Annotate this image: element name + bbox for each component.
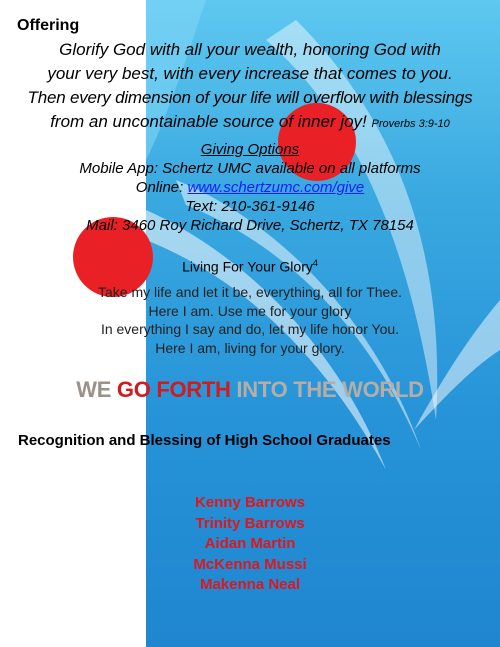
scripture-line: from an uncontainable source of inner joy! <box>50 112 367 131</box>
graduate-name: McKenna Mussi <box>193 555 307 573</box>
giving-mobile-app: Mobile App: Schertz UMC available on all platforms <box>79 160 421 177</box>
online-label: Online: <box>135 179 184 196</box>
giving-link[interactable]: www.schertzumc.com/give <box>187 179 365 196</box>
graduate-name: Trinity Barrows <box>195 514 305 532</box>
graduate-name: Aidan Martin <box>204 535 296 552</box>
song-title: Living For Your Glory$^4$ <box>182 258 318 275</box>
song-line: Here I am, living for your glory. <box>155 339 345 356</box>
giving-online <box>0 178 500 197</box>
giving-mail: Mail: 3460 Roy Richard Drive, Schertz, TX 78154 <box>86 217 414 234</box>
song-line: In everything I say and do, let my life honor You. <box>100 321 400 337</box>
recognition-heading: Recognition and Blessing of High School Graduates <box>18 432 391 449</box>
sending-heading: WE GO FORTH INTO THE WORLD <box>76 377 424 402</box>
scripture-line: Glorify God with all your wealth, honoring God with <box>59 40 441 59</box>
song-line: Here I am. Use me for your glory <box>148 302 352 319</box>
scripture-line: your very best, with every increase that comes to you. <box>47 64 453 83</box>
graduate-name: Kenny Barrows <box>194 494 306 511</box>
scripture-line: Then every dimension of your life will overflow with blessings <box>27 88 473 107</box>
giving-text: Text: 210-361-9146 <box>185 198 315 215</box>
footnote-marker: 4 <box>312 258 318 268</box>
song-line: Take my life and let it be, everything, all for Thee. <box>97 284 402 300</box>
scripture-reference: Proverbs 3:9-10 <box>371 118 450 130</box>
scripture-line-with-reference <box>0 110 500 136</box>
graduate-name: Makenna Neal <box>199 576 301 593</box>
giving-options-heading: Giving Options <box>200 141 300 158</box>
offering-title: Offering <box>17 17 80 34</box>
